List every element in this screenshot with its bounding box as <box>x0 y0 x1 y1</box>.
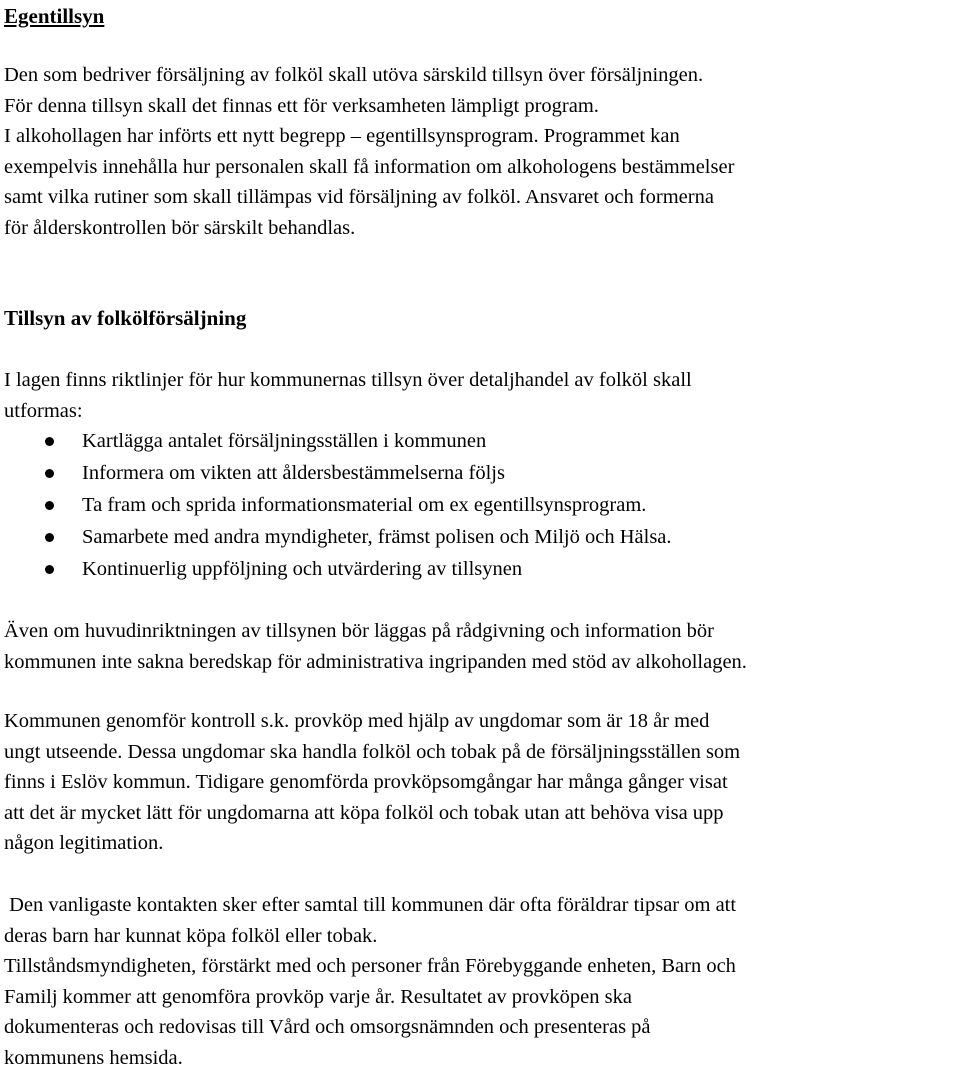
document-title: Egentillsyn <box>4 4 105 28</box>
advisory-line: kommunen inte sakna beredskap för administrativa ingripanden med stöd av alkohollagen. <box>4 650 747 673</box>
intro-line: för ålderskontrollen bör särskilt behandlas. <box>4 216 356 239</box>
bullet-text: Informera om vikten att åldersbestämmelserna följs <box>82 462 505 484</box>
bullet-text: Ta fram och sprida informationsmaterial om ex egentillsynsprogram. <box>82 494 647 516</box>
contact-line: Tillståndsmyndigheten, förstärkt med och personer från Förebyggande enheten, Barn och <box>4 955 736 977</box>
bullet-item <box>0 553 672 585</box>
section-intro-line: I lagen finns riktlinjer för hur kommunernas tillsyn över detaljhandel av folköl skall <box>4 369 692 391</box>
bullet-item <box>0 425 672 457</box>
contact-line: Familj kommer att genomföra provköp varje år. Resultatet av provköpen ska <box>4 985 632 1008</box>
bullet-text: Kontinuerlig uppföljning och utvärdering av tillsynen <box>82 558 523 580</box>
advisory-line: Även om huvudinriktningen av tillsynen bör läggas på rådgivning och information bör <box>4 620 714 642</box>
contact-paragraph <box>4 890 960 1073</box>
control-line: ungt utseende. Dessa ungdomar ska handla folköl och tobak på de försäljningsställen som <box>4 740 741 763</box>
advisory-paragraph <box>4 616 960 677</box>
intro-line: I alkohollagen har införts ett nytt begrepp – egentillsynsprogram. Programmet kan <box>4 125 680 147</box>
control-line: finns i Eslöv kommun. Tidigare genomförda provköpsomgångar har många gånger visat <box>4 771 728 793</box>
control-line: att det är mycket lätt för ungdomarna att köpa folköl och tobak utan att behöva visa upp <box>4 801 724 824</box>
intro-line: Den som bedriver försäljning av folköl skall utöva särskild tillsyn över försäljningen. <box>4 64 704 86</box>
section-intro-line: utformas: <box>4 399 83 422</box>
bullet-icon <box>45 565 54 574</box>
intro-line: exempelvis innehålla hur personalen skall få information om alkohologens bestämmelser <box>4 155 735 178</box>
bullet-icon <box>45 469 54 478</box>
contact-line: kommunens hemsida. <box>4 1046 183 1069</box>
bullet-list <box>0 425 672 585</box>
bullet-item <box>0 457 672 489</box>
bullet-text: Kartlägga antalet försäljningsställen i kommunen <box>82 430 487 452</box>
bullet-text: Samarbete med andra myndigheter, främst polisen och Miljö och Hälsa. <box>82 526 672 548</box>
intro-line: samt vilka rutiner som skall tillämpas vid försäljning av folköl. Ansvaret och formerna <box>4 186 714 208</box>
bullet-item <box>0 521 672 553</box>
control-paragraph <box>4 706 960 859</box>
contact-line: dokumenteras och redovisas till Vård och omsorgsnämnden och presenteras på <box>4 1016 651 1038</box>
control-line: Kommunen genomför kontroll s.k. provköp med hjälp av ungdomar som är 18 år med <box>4 710 710 732</box>
control-line: någon legitimation. <box>4 832 164 854</box>
section-intro-paragraph <box>4 365 960 426</box>
bullet-icon <box>45 501 54 510</box>
section-heading: Tillsyn av folkölförsäljning <box>4 306 247 330</box>
bullet-icon <box>45 533 54 542</box>
contact-line: deras barn har kunnat köpa folköl eller tobak. <box>4 924 378 947</box>
intro-paragraph <box>4 60 960 243</box>
intro-line: För denna tillsyn skall det finnas ett för verksamheten lämpligt program. <box>4 94 599 117</box>
bullet-icon <box>45 437 54 446</box>
bullet-item <box>0 489 672 521</box>
contact-line: Den vanligaste kontakten sker efter samtal till kommunen där ofta föräldrar tipsar om att <box>4 894 737 916</box>
